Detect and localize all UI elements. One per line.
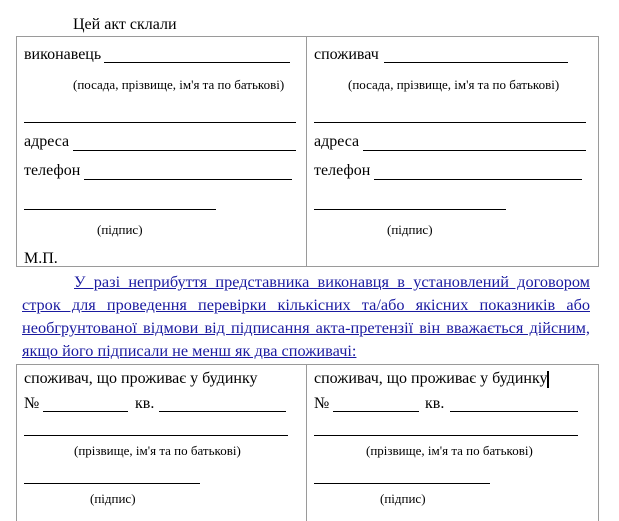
consumer2-signature-field[interactable] — [314, 483, 490, 484]
consumer-phone-label: телефон — [314, 162, 371, 179]
consumer2-apt-label: кв. — [425, 395, 445, 412]
consumer2-number-sign: № — [314, 395, 330, 412]
consumer-address-label: адреса — [314, 133, 360, 150]
act-heading: Цей акт склали — [73, 16, 177, 33]
executor-address-field[interactable] — [73, 150, 296, 151]
consumer1-name-hint: (прізвище, ім'я та по батькові) — [74, 443, 241, 458]
consumer-field[interactable] — [384, 62, 568, 63]
consumer-hint: (посада, прізвище, ім'я та по батькові) — [348, 77, 560, 92]
table-divider — [306, 36, 307, 267]
consumer1-house-field[interactable] — [43, 411, 128, 412]
consumer-phone-field[interactable] — [374, 179, 582, 180]
paragraph-line-2: строк для проведення перевірки кількісних та/або якісних показників або — [22, 295, 590, 314]
consumer-signature-hint: (підпис) — [387, 222, 433, 237]
consumer2-name-hint: (прізвище, ім'я та по батькові) — [366, 443, 533, 458]
consumer1-label: споживач, що проживає у будинку — [24, 370, 258, 387]
consumer2-signature-hint: (підпис) — [380, 491, 426, 506]
executor-signature-field[interactable] — [24, 209, 216, 210]
table-divider-bottom — [306, 364, 307, 521]
executor-phone-label: телефон — [24, 162, 81, 179]
consumer1-signature-hint: (підпис) — [90, 491, 136, 506]
executor-hint: (посада, прізвище, ім'я та по батькові) — [73, 77, 285, 92]
paragraph-line-4: якщо його підписали не менш як два споживачі: — [22, 341, 357, 360]
executor-address-label: адреса — [24, 133, 70, 150]
text-cursor — [547, 371, 549, 388]
consumer-address-field[interactable] — [363, 150, 586, 151]
executor-phone-field[interactable] — [84, 179, 292, 180]
executor-signature-hint: (підпис) — [97, 222, 143, 237]
consumer1-name-field[interactable] — [24, 435, 288, 436]
consumer2-apt-field[interactable] — [450, 411, 578, 412]
executor-name-field[interactable] — [24, 122, 296, 123]
consumer1-apt-label: кв. — [135, 395, 155, 412]
consumer2-house-field[interactable] — [333, 411, 419, 412]
consumer1-signature-field[interactable] — [24, 483, 200, 484]
consumer1-apt-field[interactable] — [159, 411, 286, 412]
executor-label: виконавець — [24, 46, 102, 63]
paragraph-line-3: необгрунтованої відмови від підписання акта-претензії він вважається дійсним, — [22, 318, 590, 337]
paragraph-line-1: У разі неприбуття представника виконавця в установлений договором — [74, 272, 590, 291]
consumer2-label: споживач, що проживає у будинку — [314, 370, 548, 387]
consumer1-number-sign: № — [24, 395, 40, 412]
consumer-signature-field[interactable] — [314, 209, 506, 210]
stamp-label: М.П. — [24, 250, 58, 267]
executor-field[interactable] — [104, 62, 290, 63]
consumer-label: споживач — [314, 46, 379, 63]
consumer2-name-field[interactable] — [314, 435, 578, 436]
consumer-name-field[interactable] — [314, 122, 586, 123]
